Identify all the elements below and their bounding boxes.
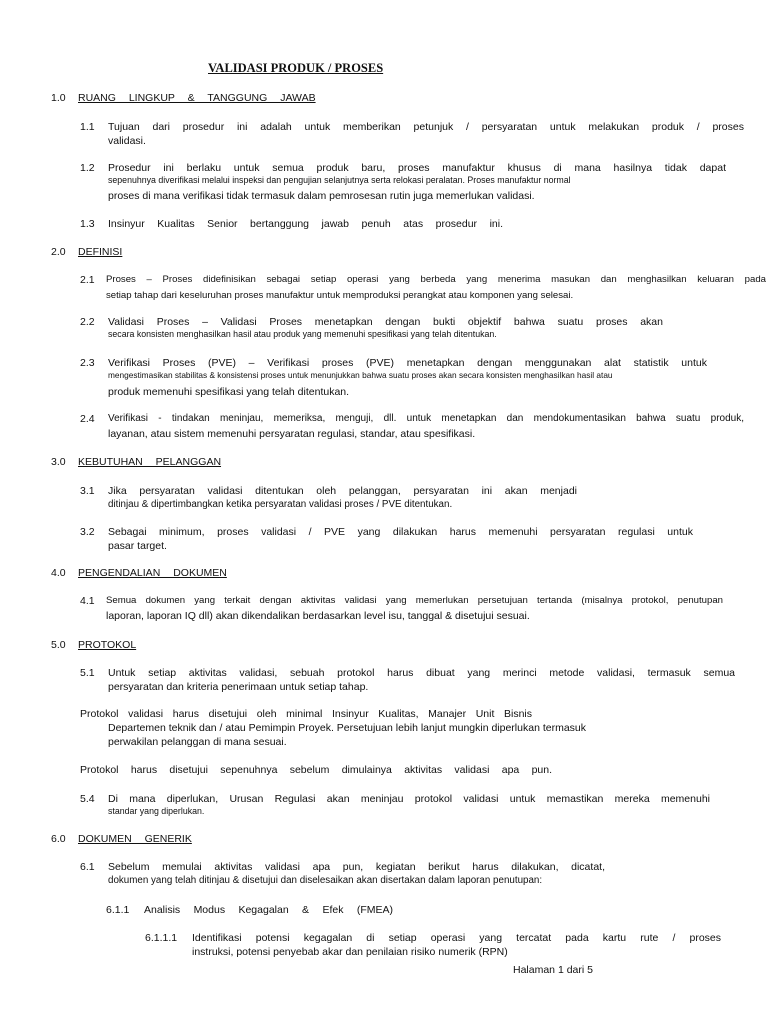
clause-text: instruksi, potensi penyebab akar dan penilaian risiko numerik (RPN): [192, 946, 508, 958]
clause-2-3: [80, 356, 707, 399]
clause-number: 1.3: [80, 218, 95, 230]
clause-text: pasar target.: [108, 540, 167, 552]
clause-1-1: [80, 120, 744, 148]
section-heading-4: [51, 567, 227, 579]
clause-2-2: [80, 315, 663, 340]
clause-text: Jika persyaratan validasi ditentukan oleh pelanggan, persyaratan ini akan menjadi: [108, 485, 577, 497]
section-number: 2.0: [51, 246, 66, 258]
clause-1-2: [80, 161, 726, 203]
clause-text: Verifikasi Proses (PVE) – Verifikasi proses (PVE) menetapkan dengan menggunakan alat statistik untuk: [108, 357, 707, 369]
clause-text: Identifikasi potensi kegagalan di setiap operasi yang tercatat pada kartu rute / proses: [192, 932, 721, 944]
section-label: RUANG LINGKUP & TANGGUNG JAWAB: [78, 92, 316, 104]
clause-number: 6.1: [80, 861, 95, 873]
clause-text: standar yang diperlukan.: [108, 806, 205, 816]
clause-text: Di mana diperlukan, Urusan Regulasi akan meninjau protokol validasi untuk memastikan mereka memenuhi: [108, 793, 710, 805]
section-heading-6: [51, 833, 198, 845]
clause-number: 5.4: [80, 793, 95, 805]
clause-number: 2.3: [80, 357, 95, 369]
clause-text: Sebelum memulai aktivitas validasi apa pun, kegiatan berikut harus dilakukan, dicatat,: [108, 861, 605, 873]
clause-text: laporan, laporan IQ dll) akan dikendalikan berdasarkan level isu, tanggal & disetujui sesuai.: [106, 610, 530, 622]
clause-4-1: [80, 594, 723, 623]
section-label: KEBUTUHAN PELANGGAN: [78, 456, 222, 468]
section-number: 1.0: [51, 92, 66, 104]
clause-text: proses di mana verifikasi tidak termasuk dalam pemrosesan rutin juga memerlukan validasi.: [108, 190, 535, 202]
clause-1-3: [80, 217, 503, 231]
clause-number: 1.1: [80, 121, 95, 133]
clause-text: dokumen yang telah ditinjau & disetujui dan diselesaikan akan disertakan dalam laporan penutupan:: [108, 875, 543, 886]
clause-text: Insinyur Kualitas Senior bertanggung jawab penuh atas prosedur ini.: [108, 218, 503, 230]
clause-3-2: [80, 525, 693, 553]
clause-2-1: [80, 273, 766, 303]
clause-text: mengestimasikan stabilitas & konsistensi proses untuk menunjukkan bahwa suatu proses akan secara konsisten menghasilkan hasil atau: [108, 370, 613, 380]
clause-3-1: [80, 484, 577, 512]
clause-6-1-1: [106, 903, 393, 917]
clause-text: Protokol validasi harus disetujui oleh minimal Insinyur Kualitas, Manajer Unit Bisnis: [80, 708, 532, 720]
paragraph-5-3: [80, 763, 552, 777]
section-number: 3.0: [51, 456, 66, 468]
clause-text: Untuk setiap aktivitas validasi, sebuah protokol harus dibuat yang merinci metode validasi, termasuk semua: [108, 667, 735, 679]
clause-6-1: [80, 860, 605, 888]
clause-text: validasi.: [108, 135, 146, 147]
clause-text: produk memenuhi spesifikasi yang telah ditentukan.: [108, 386, 350, 398]
section-label: PENGENDALIAN DOKUMEN: [78, 567, 227, 579]
section-heading-2: [51, 246, 136, 258]
clause-text: Proses – Proses didefinisikan sebagai setiap operasi yang berbeda yang menerima masukan dan menghasilkan keluaran pada: [106, 274, 766, 285]
clause-text: Sebagai minimum, proses validasi / PVE yang dilakukan harus memenuhi persyaratan regulasi untuk: [108, 526, 693, 538]
clause-text: persyaratan dan kriteria penerimaan untuk setiap tahap.: [108, 681, 369, 693]
clause-number: 2.1: [80, 274, 95, 286]
clause-text: secara konsisten menghasilkan hasil atau produk yang memenuhi spesifikasi yang telah ditentukan.: [108, 329, 497, 339]
clause-number: 2.4: [80, 413, 95, 425]
section-label: DEFINISI: [78, 246, 123, 258]
clause-text: Validasi Proses – Validasi Proses menetapkan dengan bukti objektif bahwa suatu proses akan: [108, 316, 663, 328]
section-number: 6.0: [51, 833, 66, 845]
section-label: PROTOKOL: [78, 639, 137, 651]
clause-number: 2.2: [80, 316, 95, 328]
section-heading-1: [51, 92, 316, 104]
clause-text: Tujuan dari prosedur ini adalah untuk memberikan petunjuk / persyaratan untuk melakukan produk / proses: [108, 121, 744, 133]
page-title: VALIDASI PRODUK / PROSES: [208, 61, 384, 75]
section-heading-5: [51, 639, 146, 651]
clause-number: 3.1: [80, 485, 95, 497]
clause-number: 6.1.1.1: [145, 932, 178, 944]
clause-number: 1.2: [80, 162, 95, 174]
section-number: 4.0: [51, 567, 66, 579]
clause-text: setiap tahap dari keseluruhan proses manufaktur untuk memproduksi perangkat atau komponen yang selesai.: [106, 290, 574, 301]
section-heading-3: [51, 456, 221, 468]
paragraph-5-2: [80, 707, 587, 749]
clause-2-4: [80, 412, 744, 441]
clause-5-4: [80, 792, 710, 816]
clause-text: Analisis Modus Kegagalan & Efek (FMEA): [144, 904, 393, 916]
clause-number: 4.1: [80, 595, 95, 607]
clause-number: 3.2: [80, 526, 95, 538]
clause-5-1: [80, 666, 735, 694]
clause-text: Departemen teknik dan / atau Pemimpin Proyek. Persetujuan lebih lanjut mungkin diperlukan termasuk: [108, 722, 587, 734]
section-label: DOKUMEN GENERIK: [78, 833, 192, 845]
clause-text: sepenuhnya diverifikasi melalui inspeksi dan pengujian selanjutnya serta relokasi peralatan. Proses manufaktur normal: [108, 175, 571, 185]
section-number: 5.0: [51, 639, 66, 651]
clause-text: perwakilan pelanggan di mana sesuai.: [108, 736, 287, 748]
clause-text: Verifikasi - tindakan meninjau, memeriksa, menguji, dll. untuk menetapkan dan mendokumentasikan bahwa suatu produk,: [108, 413, 744, 424]
clause-text: Semua dokumen yang terkait dengan aktivitas validasi yang memerlukan persetujuan tertanda (misalnya protokol, penutupan: [106, 595, 723, 606]
clause-number: 5.1: [80, 667, 95, 679]
page-number: Halaman 1 dari 5: [513, 964, 593, 976]
clause-text: layanan, atau sistem memenuhi persyaratan regulasi, standar, atau spesifikasi.: [108, 428, 476, 440]
clause-6-1-1-1: [145, 931, 721, 959]
clause-text: Protokol harus disetujui sepenuhnya sebelum dimulainya aktivitas validasi apa pun.: [80, 764, 552, 776]
clause-text: Prosedur ini berlaku untuk semua produk baru, proses manufaktur khusus di mana hasilnya tidak dapat: [108, 162, 726, 174]
clause-number: 6.1.1: [106, 904, 130, 916]
clause-text: ditinjau & dipertimbangkan ketika persyaratan validasi proses / PVE ditentukan.: [108, 499, 453, 510]
